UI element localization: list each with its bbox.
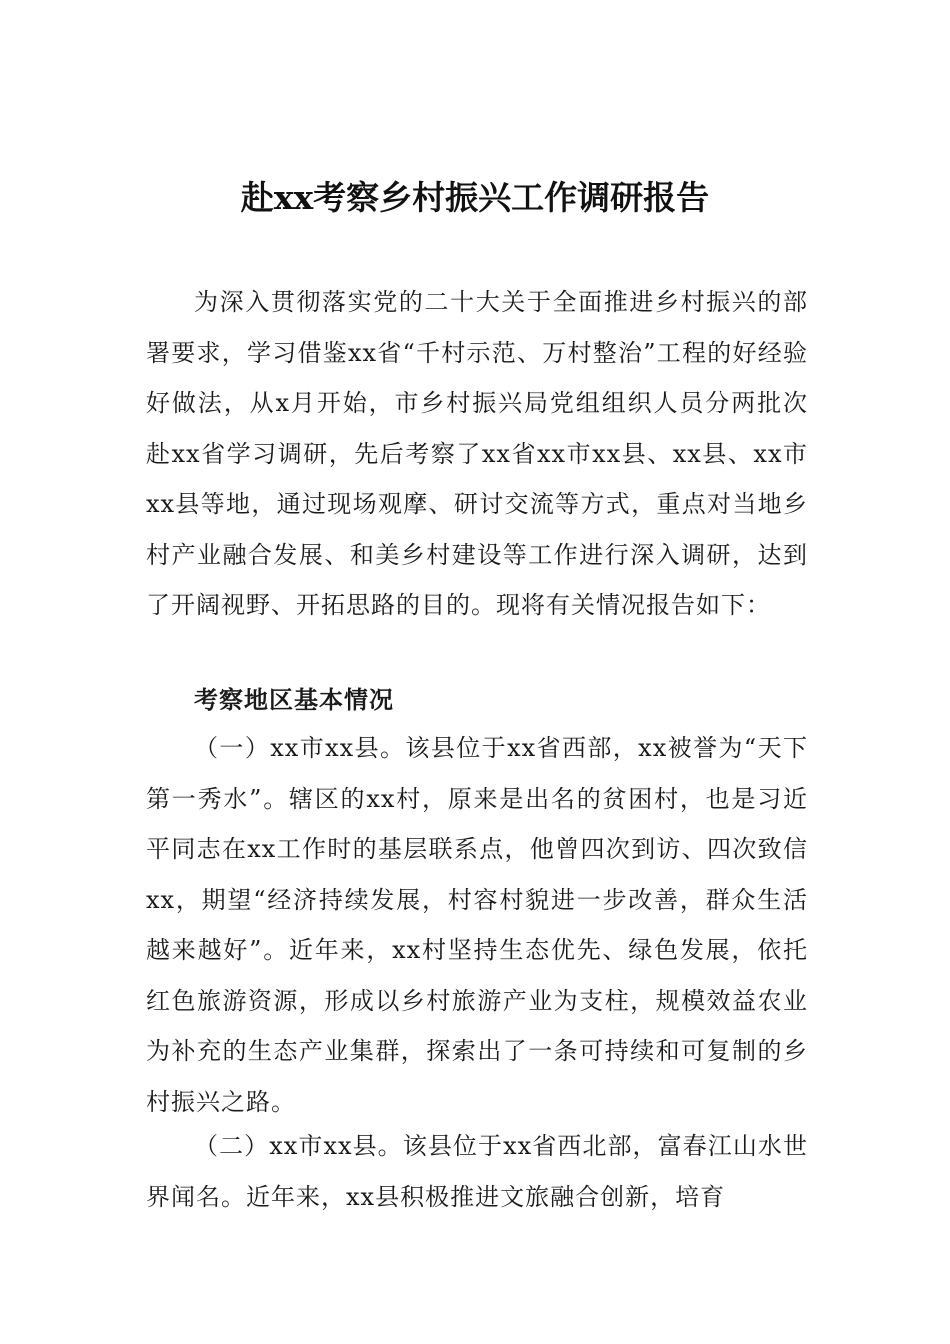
intro-paragraph: 为深入贯彻落实党的二十大关于全面推进乡村振兴的部署要求，学习借鉴xx省“千村示范、万村整治”工程的好经验好做法，从x月开始，市乡村振兴局党组组织人员分两批次赴xx省学习调研，先后考察了xx省xx市xx县、xx县、xx市xx县等地，通过现场观摩、研讨交流等方式，重点对当地乡村产业融合发展、和美乡村建设等工作进行深入调研，达到了开阔视野、开拓思路的目的。现将有关情况报告如下： <box>146 288 808 619</box>
paragraph-county-one: （一）xx市xx县。该县位于xx省西部，xx被誉为“天下第一秀水”。辖区的xx村，原来是出名的贫困村，也是习近平同志在xx工作时的基层联系点，他曾四次到访、四次致信xx，期望“经济持续发展，村容村貌进一步改善，群众生活越来越好”。近年来，xx村坚持生态优先、绿色发展，依托红色旅游资源，形成以乡村旅游产业为支柱，规模效益农业为补充的生态产业集群，探索出了一条可持续和可复制的乡村振兴之路。 <box>146 734 808 1116</box>
paragraph-county-two: （二）xx市xx县。该县位于xx省西北部，富春江山水世界闻名。近年来，xx县积极推进文旅融合创新，培育 <box>146 1132 808 1211</box>
document-title: 赴xx考察乡村振兴工作调研报告 <box>240 178 710 217</box>
section-heading: 考察地区基本情况 <box>194 686 394 714</box>
